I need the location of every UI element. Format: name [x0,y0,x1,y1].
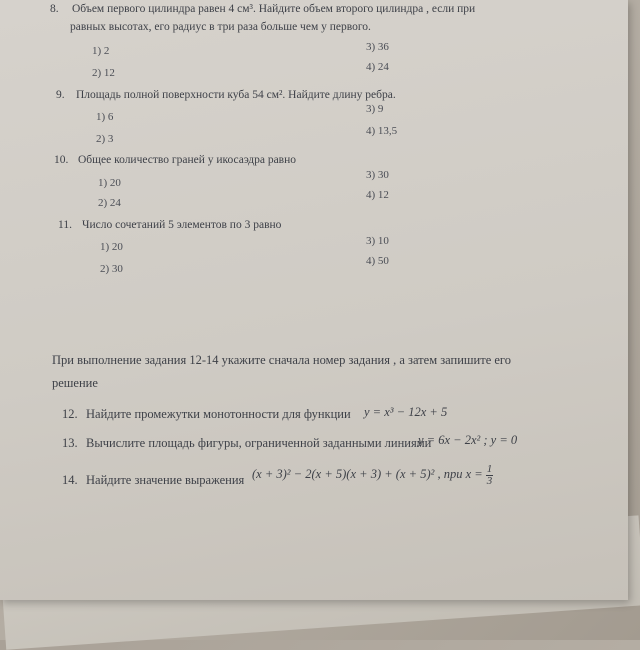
question-8-number: 8. [50,3,59,15]
task-14-number: 14. [62,473,78,487]
question-9-text: Площадь полной поверхности куба 54 см². Найдите длину ребра. [76,89,396,101]
question-10-text: Общее количество граней у икосаэдра равно [78,154,297,166]
instruction-line1: При выполнение задания 12-14 укажите сначала номер задания , а затем запишите его [52,353,511,367]
instruction-line2: решение [52,376,98,390]
question-11-option-4: 4) 50 [366,255,389,267]
question-11-option-1: 1) 20 [100,241,123,253]
task-12-formula: y = x³ − 12x + 5 [364,405,448,419]
question-9-option-4: 4) 13,5 [366,125,398,137]
question-10-option-3: 3) 30 [366,169,389,181]
question-11-option-2: 2) 30 [100,263,123,275]
question-10-option-1: 1) 20 [98,177,121,189]
question-11-text: Число сочетаний 5 элементов по 3 равно [82,219,282,231]
question-10-option-4: 4) 12 [366,189,389,201]
question-9-option-3: 3) 9 [366,103,384,115]
task-14-formula: (x + 3)² − 2(x + 5)(x + 3) + (x + 5)² , при x = [252,467,483,481]
task-14-text: Найдите значение выражения [86,473,245,487]
task-13-formula: y = 6x − 2x² ; y = 0 [418,433,518,447]
question-11-option-3: 3) 10 [366,235,389,247]
task-14-expression [252,460,493,488]
question-8-option-1: 1) 2 [92,45,110,57]
task-12-text: Найдите промежутки монотонности для функции [86,407,351,421]
question-9-number: 9. [56,89,65,101]
task-14-fraction [486,464,494,487]
question-11-number: 11. [58,219,72,231]
question-8-option-2: 2) 12 [92,67,115,79]
question-8-text-line2: равных высотах, его радиус в три раза больше чем у первого. [70,21,371,33]
task-13-number: 13. [62,436,78,450]
fraction-denominator: 3 [486,474,493,487]
task-12-number: 12. [62,407,78,421]
question-8-option-4: 4) 24 [366,61,389,73]
question-9-option-1: 1) 6 [96,111,114,123]
fraction-numerator: 1 [486,462,493,475]
question-8-text-line1: Объем первого цилиндра равен 4 см³. Найдите объем второго цилиндра , если при [72,3,476,15]
question-10-option-2: 2) 24 [98,197,121,209]
question-10-number: 10. [54,154,69,166]
question-9-option-2: 2) 3 [96,133,114,145]
task-13-text: Вычислите площадь фигуры, ограниченной заданными линиями [86,436,432,450]
question-8-option-3: 3) 36 [366,41,389,53]
